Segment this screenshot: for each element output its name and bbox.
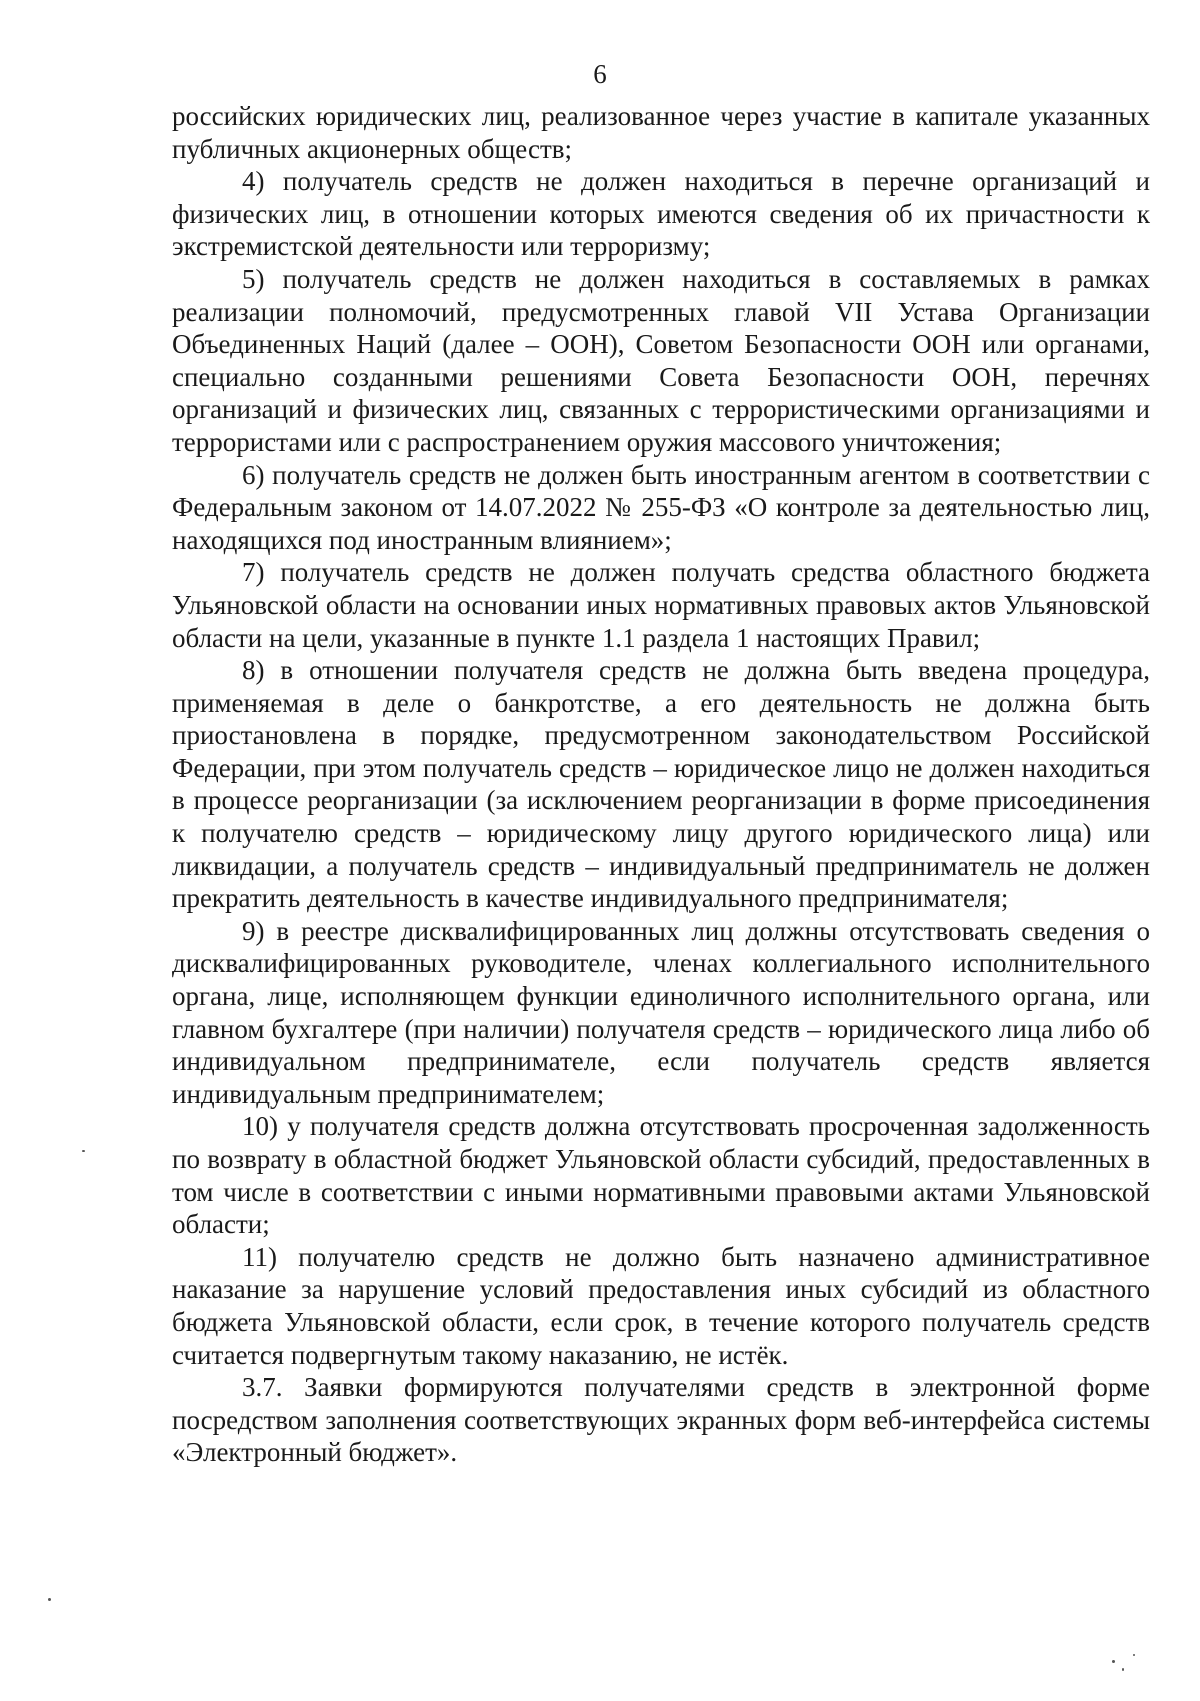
scan-speck — [82, 1150, 85, 1152]
paragraph-item-4: 4) получатель средств не должен находиться в перечне организаций и физических лиц, в отношении которых имеются сведения об их причастности к экстремистской деятельности или терроризму; — [172, 166, 1150, 262]
scan-speck — [1112, 1660, 1115, 1663]
document-body — [172, 100, 1150, 1469]
paragraph-item-9: 9) в реестре дисквалифицированных лиц должны отсутствовать сведения о дисквалифицированных руководителе, членах коллегиального исполнительного органа, лице, исполняющем функции единоличного исполнительного органа, или главном бухгалтере (при наличии) получателя средств – юридического лица либо об индивидуальном предпринимателе, если получатель средств является индивидуальным предпринимателем; — [172, 915, 1150, 1109]
page-number: 6 — [593, 59, 607, 89]
scan-speck — [1133, 1654, 1135, 1656]
paragraph-item-6: 6) получатель средств не должен быть иностранным агентом в соответствии с Федеральным законом от 14.07.2022 № 255-ФЗ «О контроле за деятельностью лиц, находящихся под иностранным влиянием»; — [172, 459, 1150, 555]
scan-speck — [1122, 1668, 1124, 1671]
paragraph-item-11: 11) получателю средств не должно быть назначено административное наказание за нарушение условий предоставления иных субсидий из областного бюджета Ульяновской области, если срок, в течение которого получатель средств считается подвергнутым такому наказанию, не истёк. — [172, 1241, 1150, 1370]
scan-speck — [48, 1598, 51, 1601]
paragraph-item-8: 8) в отношении получателя средств не должна быть введена процедура, применяемая в деле о банкротстве, а его деятельность не должна быть приостановлена в порядке, предусмотренном законодательством Российской Федерации, при этом получатель средств – юридическое лицо не должен находиться в процессе реорганизации (за исключением реорганизации в форме присоединения к получателю средств – юридическому лицу другого юридического лица) или ликвидации, а получатель средств – индивидуальный предприниматель не должен прекратить деятельность в качестве индивидуального предпринимателя; — [172, 655, 1150, 914]
paragraph-continuation: российских юридических лиц, реализованное через участие в капитале указанных публичных акционерных обществ; — [172, 101, 1150, 164]
paragraph-section-3-7: 3.7. Заявки формируются получателями средств в электронной форме посредством заполнения соответствующих экранных форм веб-интерфейса системы «Электронный бюджет». — [172, 1372, 1150, 1468]
paragraph-item-7: 7) получатель средств не должен получать средства областного бюджета Ульяновской области на основании иных нормативных правовых актов Ульяновской области на цели, указанные в пункте 1.1 раздела 1 настоящих Правил; — [172, 557, 1150, 653]
paragraph-item-5: 5) получатель средств не должен находиться в составляемых в рамках реализации полномочий, предусмотренных главой VII Устава Организации Объединенных Наций (далее – ООН), Советом Безопасности ООН или органами, специально созданными решениями Совета Безопасности ООН, перечнях организаций и физических лиц, связанных с террористическими организациями и террористами или с распространением оружия массового уничтожения; — [172, 263, 1150, 457]
paragraph-item-10: 10) у получателя средств должна отсутствовать просроченная задолженность по возврату в областной бюджет Ульяновской области субсидий, предоставленных в том числе в соответствии с иными нормативными правовыми актами Ульяновской области; — [172, 1111, 1150, 1240]
